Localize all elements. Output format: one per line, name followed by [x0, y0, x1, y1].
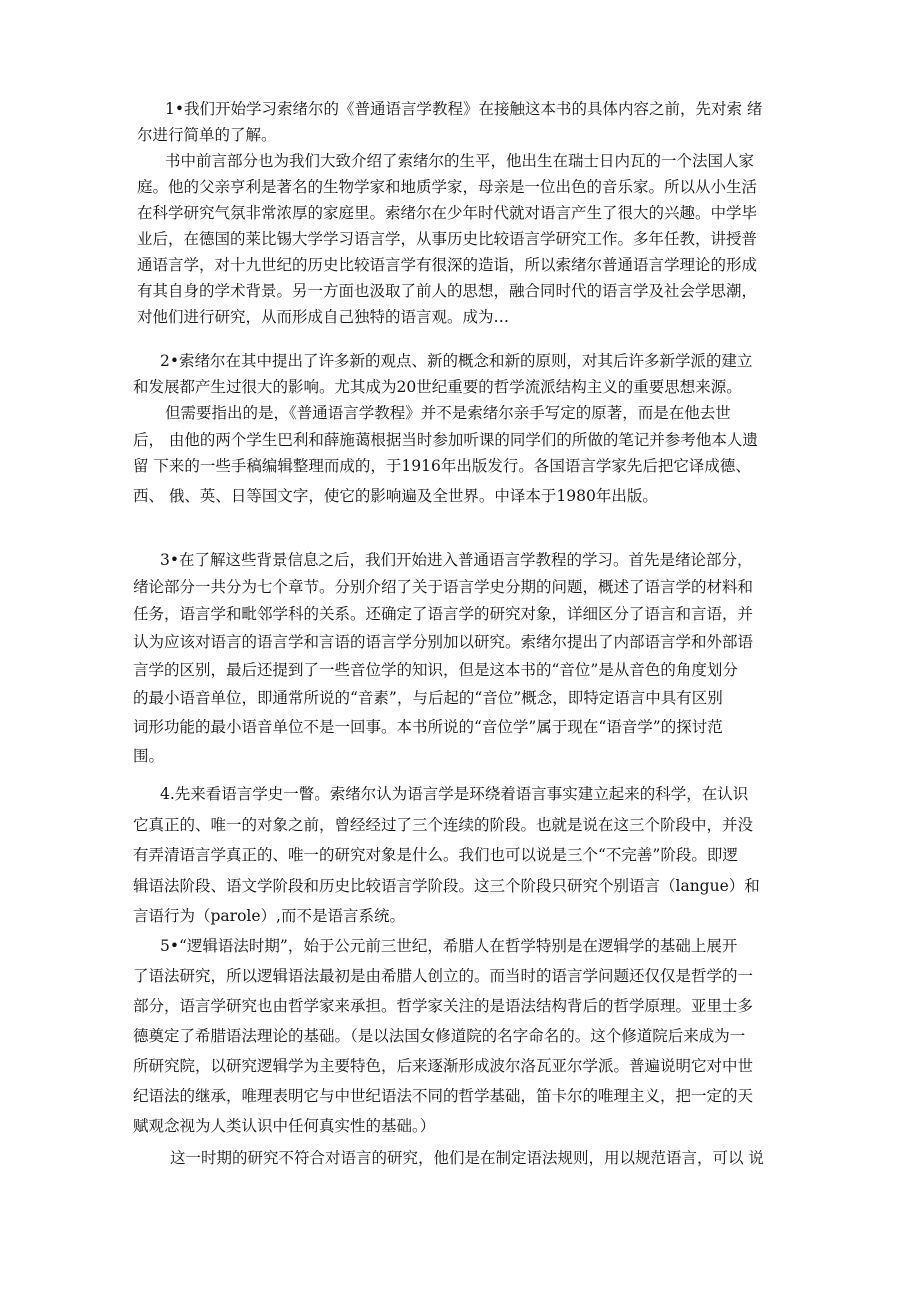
- text-line: 通语言学，对十九世纪的历史比较语言学有很深的造诣，所以索绪尔普通语言学理论的形成: [137, 256, 758, 274]
- text-line: 但需要指出的是，《普通语言学教程》并不是索绪尔亲手写定的原著，而是在他去世: [165, 404, 731, 422]
- text-line: 围。: [133, 747, 165, 765]
- text-line: 尔进行简单的了解。: [137, 126, 277, 144]
- text-line: 1•我们开始学习索绪尔的《普通语言学教程》在接触这本书的具体内容之前，先对索 绪: [165, 100, 763, 118]
- text-line: 庭。他的父亲亨利是著名的生物学家和地质学家，母亲是一位出色的音乐家。所以从小生活: [137, 178, 758, 196]
- text-line: 德奠定了希腊语法理论的基础。（是以法国女修道院的名字命名的。这个修道院后来成为一: [133, 1027, 746, 1045]
- text-line: 2•索绪尔在其中提出了许多新的观点、新的概念和新的原则，对其后许多新学派的建立: [160, 352, 753, 370]
- text-line: 任务，语言学和毗邻学科的关系。还确定了语言学的研究对象，详细区分了语言和言语，并: [133, 605, 754, 623]
- text-line: 言语行为（parole）,而不是语言系统。: [133, 907, 405, 925]
- text-line: 5•“逻辑语法时期”，始于公元前三世纪，希腊人在哲学特别是在逻辑学的基础上展开: [160, 937, 738, 955]
- text-line: 言学的区别，最后还提到了一些音位学的知识，但是这本书的“音位”是从音色的角度划分: [133, 661, 738, 679]
- text-line: 部分，语言学研究也由哲学家来承担。哲学家关注的是语法结构背后的哲学原理。亚里士多: [133, 997, 754, 1015]
- text-line: 所研究院，以研究逻辑学为主要特色，后来逐渐形成波尔洛瓦亚尔学派。普遍说明它对中世: [133, 1057, 754, 1075]
- text-line: 业后，在德国的莱比锡大学学习语言学，从事历史比较语言学研究工作。多年任教，讲授普: [137, 230, 758, 248]
- text-line: 了语法研究，所以逻辑语法最初是由希腊人创立的。而当时的语言学问题还仅仅是哲学的一: [133, 967, 754, 985]
- text-line: 和发展都产生过很大的影响。尤其成为20世纪重要的哲学流派结构主义的重要思想来源。: [133, 378, 742, 396]
- text-line: 词形功能的最小语音单位不是一回事。本书所说的“音位学”属于现在“语音学”的探讨范: [133, 718, 723, 736]
- text-line: 它真正的、唯一的对象之前，曾经经过了三个连续的阶段。也就是说在这三个阶段中，并没: [133, 816, 754, 834]
- text-line: 后， 由他的两个学生巴利和薛施蔼根据当时参加听课的同学们的所做的笔记并参考他本人遗: [133, 431, 758, 449]
- text-line: 的最小语音单位，即通常所说的“音素”，与后起的“音位”概念，即特定语言中具有区别: [133, 689, 723, 707]
- text-line: 西、 俄、英、日等国文字，使它的影响遍及全世界。中译本于1980年出版。: [133, 487, 658, 505]
- text-line: 留 下来的一些手稿编辑整理而成的，于1916年出版发行。各国语言学家先后把它译成德、: [133, 457, 751, 475]
- text-line: 4.先来看语言学史一瞥。索绪尔认为语言学是环绕着语言事实建立起来的科学，在认识: [160, 785, 749, 803]
- text-line: 赋观念视为人类认识中任何真实性的基础。）: [133, 1117, 436, 1135]
- text-line: 有弄清语言学真正的、唯一的研究对象是什么。我们也可以说是三个“不完善”阶段。即逻: [133, 846, 738, 864]
- text-line: 认为应该对语言的语言学和言语的语言学分别加以研究。索绪尔提出了内部语言学和外部语: [133, 633, 754, 651]
- text-line: 这一时期的研究不符合对语言的研究，他们是在制定语法规则，用以规范语言，可以 说: [170, 1149, 764, 1167]
- text-line: 3•在了解这些背景信息之后，我们开始进入普通语言学教程的学习。首先是绪论部分，: [160, 551, 753, 569]
- text-line: 纪语法的继承，唯理表明它与中世纪语法不同的哲学基础，笛卡尔的唯理主义，把一定的天: [133, 1087, 754, 1105]
- text-line: 书中前言部分也为我们大致介绍了索绪尔的生平，他出生在瑞士日内瓦的一个法国人家: [165, 152, 755, 170]
- text-line: 有其自身的学术背景。另一方面也汲取了前人的思想，融合同时代的语言学及社会学思潮，: [137, 282, 758, 300]
- text-line: 辑语法阶段、语文学阶段和历史比较语言学阶段。这三个阶段只研究个别语言（langue）和: [133, 877, 760, 895]
- text-line: 绪论部分一共分为七个章节。分别介绍了关于语言学史分期的问题，概述了语言学的材料和: [133, 578, 754, 596]
- text-line: 在科学研究气氛非常浓厚的家庭里。索绪尔在少年时代就对语言产生了很大的兴趣。中学毕: [137, 204, 758, 222]
- text-line: 对他们进行研究，从而形成自己独特的语言观。成为…: [137, 308, 510, 326]
